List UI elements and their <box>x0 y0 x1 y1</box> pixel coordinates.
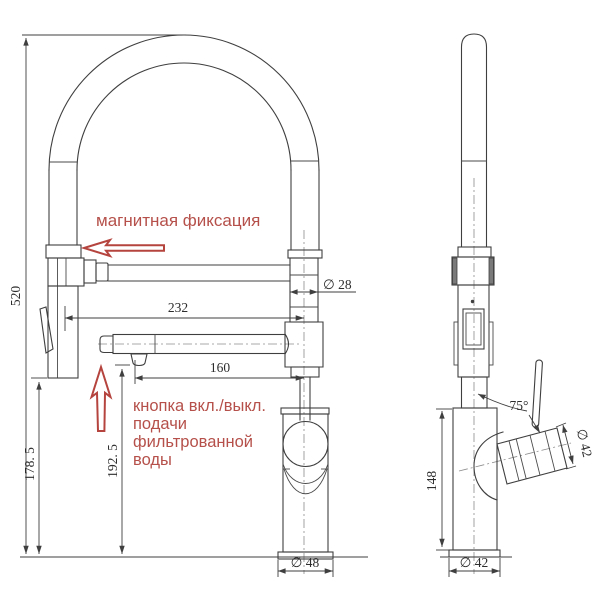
dock-arm <box>108 265 290 281</box>
filter-button-label-line2: подачи <box>133 415 188 433</box>
dim-520-label: 520 <box>8 285 23 307</box>
front-body <box>278 408 333 559</box>
side-upper-body <box>454 285 493 408</box>
dim-42-base-label: ∅ 42 <box>459 555 489 570</box>
front-view <box>8 35 368 577</box>
indicator-dot <box>471 300 474 303</box>
magnetic-collar <box>46 245 81 258</box>
red-annotations <box>84 211 266 469</box>
dim-160-label: 160 <box>209 360 231 375</box>
filter-button <box>131 354 147 366</box>
side-main-body <box>440 408 512 557</box>
side-handle <box>474 360 567 500</box>
side-collar <box>452 247 494 285</box>
magnetic-fixation-label: магнитная фиксация <box>96 211 261 230</box>
filter-button-label-line3: фильтрованной <box>133 433 254 451</box>
dock-nozzle-collar <box>84 260 96 283</box>
dock-nozzle-tip <box>96 263 108 281</box>
handle-boss <box>497 428 567 484</box>
side-view <box>424 34 595 577</box>
spray-head <box>40 245 108 378</box>
filter-button-label-line1: кнопка вкл./выкл. <box>133 397 266 415</box>
filter-button-arrow-icon <box>92 367 111 431</box>
side-dimensions <box>424 394 595 577</box>
magnetic-arrow-icon <box>84 240 164 256</box>
dim-232-label: 232 <box>167 300 189 315</box>
filter-spout <box>100 335 285 366</box>
dim-178-label: 178. 5 <box>22 447 37 481</box>
column-collar <box>288 250 322 258</box>
dim-192-label: 192. 5 <box>105 444 120 478</box>
dim-148-label: 148 <box>424 470 439 492</box>
dim-75-label: 75° <box>509 398 529 413</box>
handle-lever-rod <box>532 360 543 427</box>
spray-lever <box>40 307 53 353</box>
dim-28-label: ∅ 28 <box>323 277 352 292</box>
spray-head-body <box>48 286 78 378</box>
dim-48-label: ∅ 48 <box>290 555 320 570</box>
cartridge-circle <box>283 422 328 467</box>
filter-button-label-line4: воды <box>133 451 172 469</box>
dim-42-handle-label: ∅ 42 <box>573 427 596 459</box>
front-dimensions <box>8 35 368 577</box>
